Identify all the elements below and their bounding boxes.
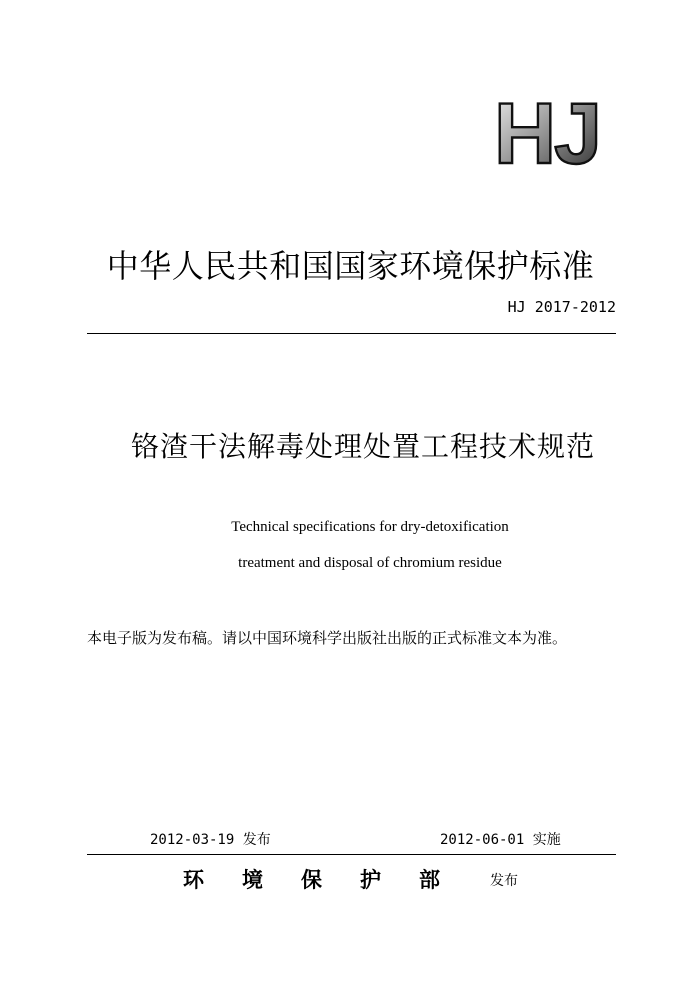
chinese-title: 铬渣干法解毒处理处置工程技术规范 (130, 430, 595, 463)
hj-logo (492, 94, 617, 170)
hj-logo-text: HJ (494, 94, 600, 170)
effective-date: 2012-06-01 实施 (440, 832, 561, 848)
publish-date: 2012-03-19 发布 (150, 832, 271, 848)
edition-notice: 本电子版为发布稿。请以中国环境科学出版社出版的正式标准文本为准。 (87, 629, 568, 647)
english-title-line-1: Technical specifications for dry-detoxification (231, 519, 509, 535)
bottom-divider (87, 854, 616, 855)
standard-code: HJ 2017-2012 (507, 298, 616, 316)
english-title-line-2: treatment and disposal of chromium residue (238, 555, 502, 571)
publisher-name: 环境保护部 (183, 868, 478, 892)
organization-title: 中华人民共和国国家环境保护标准 (106, 247, 595, 285)
publisher-suffix: 发布 (490, 873, 518, 889)
top-divider (87, 333, 616, 334)
hj-logo-icon (492, 94, 617, 170)
